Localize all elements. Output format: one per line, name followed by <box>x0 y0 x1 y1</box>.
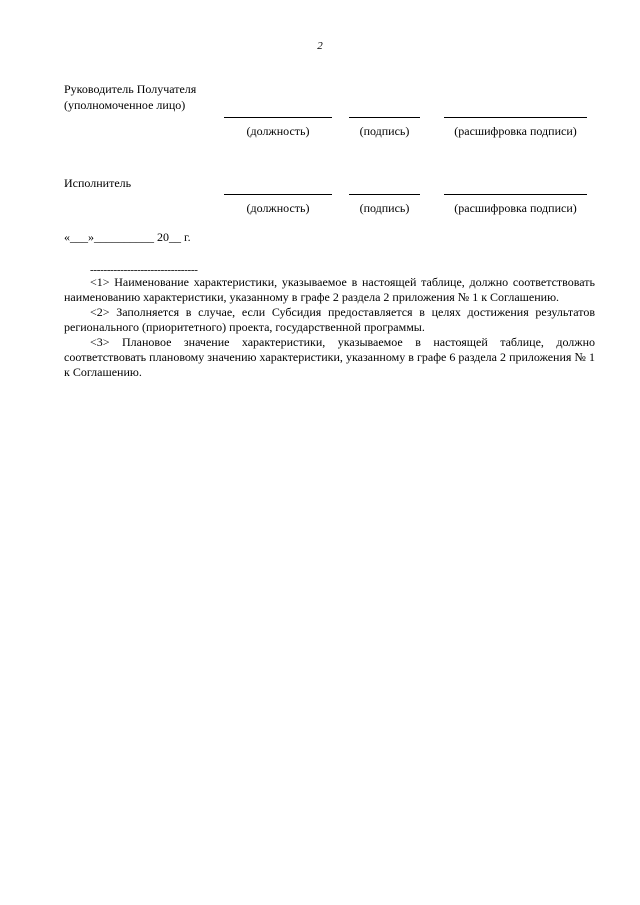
executor-transcript-caption: (расшифровка подписи) <box>454 201 577 215</box>
date-line: «___»__________ 20__ г. <box>64 230 191 244</box>
executor-transcript-line <box>444 194 587 195</box>
head-transcript-line <box>444 117 587 118</box>
footnotes <box>64 275 595 380</box>
head-transcript-caption: (расшифровка подписи) <box>454 124 577 138</box>
head-signature-line <box>349 117 420 118</box>
head-role-line2: (уполномоченное лицо) <box>64 98 186 112</box>
footnote-2: <2> Заполняется в случае, если Субсидия предоставляется в целях достижения результатов регионального (приоритетного) проекта, государственной программы. <box>64 305 595 334</box>
footnote-1: <1> Наименование характеристики, указываемое в настоящей таблице, должно соответствовать наименованию характеристики, указанному в графе 2 раздела 2 приложения № 1 к Соглашению. <box>64 275 595 304</box>
head-role-line1: Руководитель Получателя <box>64 82 197 96</box>
head-signature-caption: (подпись) <box>359 124 410 138</box>
head-position-caption: (должность) <box>246 124 310 138</box>
executor-position-caption: (должность) <box>246 201 310 215</box>
page-number: 2 <box>317 40 323 52</box>
executor-role: Исполнитель <box>64 176 132 190</box>
executor-signature-caption: (подпись) <box>359 201 410 215</box>
footnote-separator: -------------------------------- <box>90 264 198 276</box>
footnote-3: <3> Плановое значение характеристики, указываемое в настоящей таблице, должно соответствовать плановому значению характеристики, указанному в графе 6 раздела 2 приложения № 1 к Соглашению. <box>64 335 595 379</box>
head-position-line <box>224 117 332 118</box>
executor-position-line <box>224 194 332 195</box>
executor-signature-line <box>349 194 420 195</box>
